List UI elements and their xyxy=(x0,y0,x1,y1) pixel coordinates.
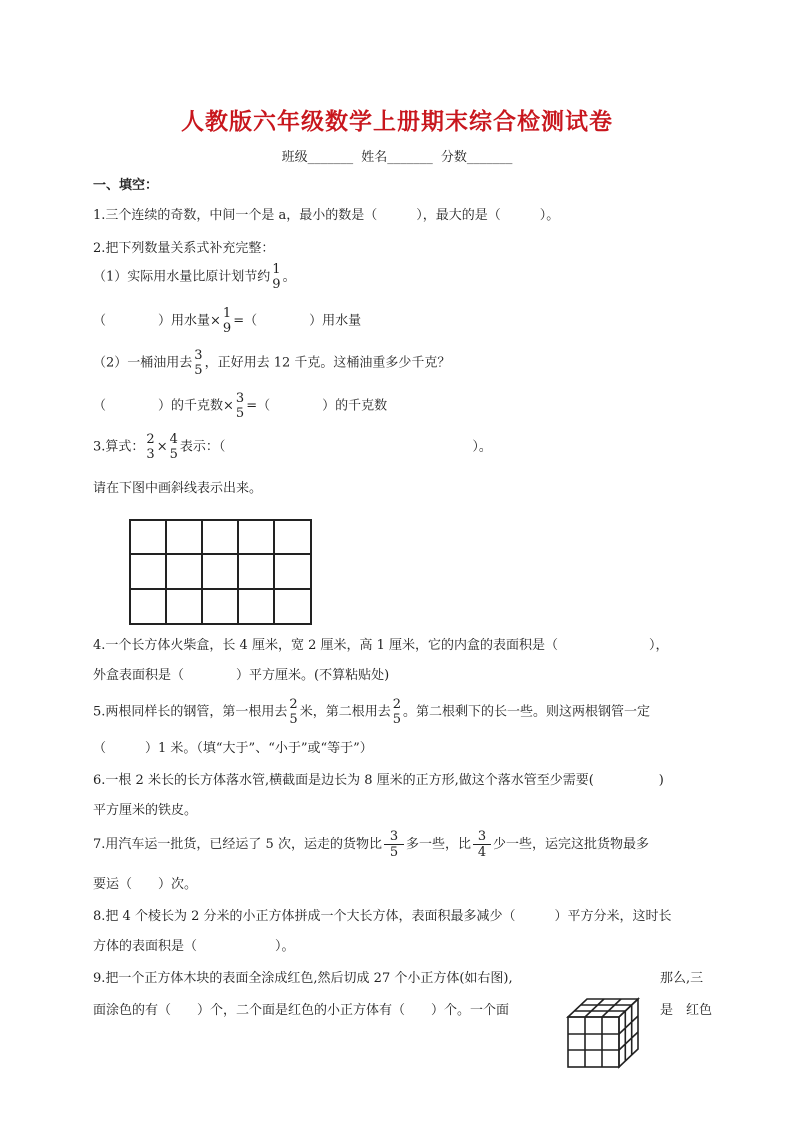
question-2: 2.把下列数量关系式补充完整： xyxy=(93,241,275,256)
question-6-line-2: 平方厘米的铁皮。 xyxy=(93,803,198,818)
question-9-line-2-end: 是 红色 xyxy=(660,1003,713,1018)
fraction: 3 5 xyxy=(235,391,245,421)
fraction: 2 3 xyxy=(146,432,155,462)
q2-1-text-b: 。 xyxy=(282,269,296,285)
q7-text-b: 多一些，比 xyxy=(405,837,471,852)
q2-2-text-a: （ ）用水量× xyxy=(93,313,221,329)
q2-4-text-b: =（ ）的千克数 xyxy=(246,398,388,414)
question-3 xyxy=(93,432,492,462)
question-2-part-1 xyxy=(93,262,296,292)
fraction: 2 5 xyxy=(289,697,298,727)
question-7-line-1 xyxy=(93,829,649,860)
fraction: 2 5 xyxy=(392,697,401,727)
q2-2-text-b: =（ ）用水量 xyxy=(233,313,362,329)
fraction: $\frac{3}{4}$ xyxy=(473,829,491,860)
times-sign: × xyxy=(156,439,168,455)
question-9-line-1: 9.把一个正方体木块的表面全涂成红色,然后切成 27 个小正方体(如右图), xyxy=(93,971,513,986)
question-2-part-2 xyxy=(93,348,450,378)
q2-4-text-a: （ ）的千克数× xyxy=(93,398,234,414)
student-info xyxy=(0,146,794,165)
question-8-line-2: 方体的表面积是（ ）。 xyxy=(93,939,295,954)
question-4-line-2: 外盒表面积是（ ）平方厘米。(不算粘贴处) xyxy=(93,668,390,683)
q2-1-text-a: （1）实际用水量比原计划节约 xyxy=(93,269,271,285)
question-6-line-1: 6.一根 2 米长的长方体落水管,横截面是边长为 8 厘米的正方形,做这个落水管至少需要( ) xyxy=(93,773,664,788)
class-field: 班级_______ xyxy=(281,150,354,165)
question-5-line-1 xyxy=(93,697,650,727)
question-3-instruction: 请在下图中画斜线表示出来。 xyxy=(93,481,263,496)
question-9-line-2: 面涂色的有（ ）个，二个面是红色的小正方体有（ ）个。一个面 xyxy=(93,1003,510,1018)
question-2-formula-1 xyxy=(93,306,361,336)
question-4-line-1: 4.一个长方体火柴盒，长 4 厘米，宽 2 厘米，高 1 厘米，它的内盒的表面积是（ ）， xyxy=(93,638,669,653)
fraction: 1 9 xyxy=(272,262,281,292)
name-field: 姓名_______ xyxy=(361,150,433,165)
section-heading: 一、填空： xyxy=(93,178,159,193)
q7-text-a: 7.用汽车运一批货，已经运了 5 次，运走的货物比 xyxy=(93,837,382,852)
page-title: 人教版六年级数学上册期末综合检测试卷 xyxy=(181,109,613,135)
drawing-grid[interactable] xyxy=(129,519,313,627)
question-2-formula-2 xyxy=(93,391,387,421)
q5-text-a: 5.两根同样长的钢管，第一根用去 xyxy=(93,704,288,720)
score-field: 分数_______ xyxy=(440,150,513,165)
fraction: $\frac{3}{5}$ xyxy=(384,829,404,860)
fraction: 3 5 xyxy=(194,348,203,378)
q2-3-text-a: （2）一桶油用去 xyxy=(93,355,193,371)
cube-figure xyxy=(565,997,645,1069)
question-9-line-1-end: 那么,三 xyxy=(660,971,704,986)
q2-3-text-b: ，正好用去 12 千克。这桶油重多少千克？ xyxy=(204,355,451,371)
fraction: 4 5 xyxy=(169,432,178,462)
q7-text-c: 少一些，运完这批货物最多 xyxy=(492,837,649,852)
q5-text-b: 米，第二根用去 xyxy=(299,704,391,720)
q3-text-b: 表示：（ ）。 xyxy=(179,439,492,455)
question-1: 1.三个连续的奇数，中间一个是 a，最小的数是（ ），最大的是（ ）。 xyxy=(93,208,560,223)
question-7-line-2: 要运（ ）次。 xyxy=(93,877,198,892)
question-8-line-1: 8.把 4 个棱长为 2 分米的小正方体拼成一个大长方体，表面积最多减少（ ）平方分米，这时长 xyxy=(93,909,672,924)
question-5-line-2: （ ）1 米。（填“大于”、“小于”或“等于”） xyxy=(93,741,373,756)
q3-text-a: 3.算式： xyxy=(93,439,145,455)
fraction: 1 9 xyxy=(222,306,232,336)
q5-text-c: 。第二根剩下的长一些。则这两根钢管一定 xyxy=(402,704,650,720)
